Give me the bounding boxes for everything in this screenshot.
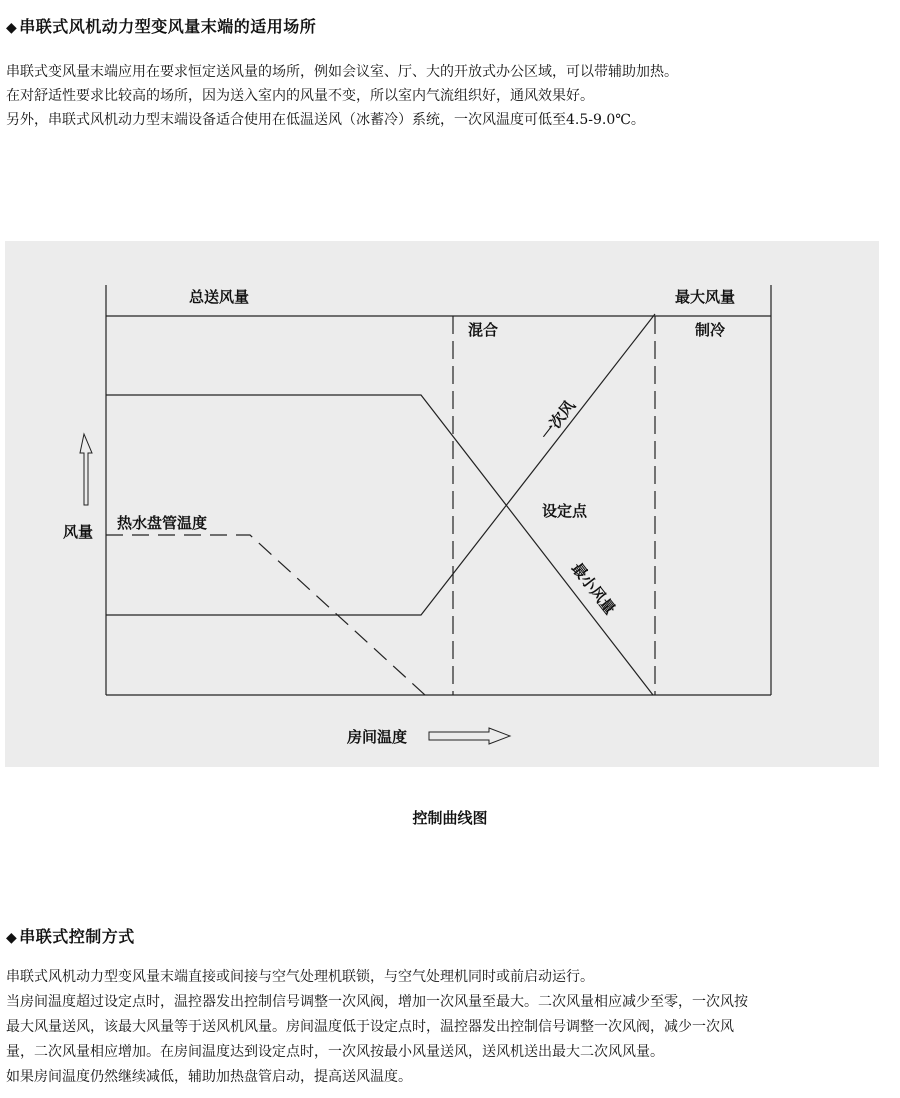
label-airflow-axis: 风量 bbox=[63, 523, 94, 541]
section-heading-control-method bbox=[6, 924, 135, 947]
diagram-caption: 控制曲线图 bbox=[412, 809, 488, 827]
control-method-paragraph bbox=[6, 965, 886, 1090]
paragraph-line: 量，二次风量相应增加。在房间温度达到设定点时，一次风按最小风量送风，送风机送出最大二次风风量。 bbox=[6, 1044, 664, 1060]
min-airflow-curve bbox=[106, 395, 653, 695]
control-curve-diagram bbox=[5, 241, 879, 767]
room-temp-right-arrow-icon bbox=[429, 728, 510, 744]
paragraph-line: 当房间温度超过设定点时，温控器发出控制信号调整一次风阀，增加一次风量至最大。二次风量相应减少至零，一次风按 bbox=[6, 994, 748, 1010]
label-min-airflow: 最小风量 bbox=[567, 559, 619, 618]
label-total-airflow: 总送风量 bbox=[189, 288, 250, 306]
label-mixing: 混合 bbox=[468, 321, 499, 339]
label-room-temp-axis: 房间温度 bbox=[347, 728, 408, 746]
paragraph-line: 串联式变风量末端应用在要求恒定送风量的场所，例如会议室、厅、大的开放式办公区域，可以带辅助加热。 bbox=[6, 64, 678, 80]
section-title: 串联式风机动力型变风量末端的适用场所 bbox=[19, 17, 317, 36]
section-title: 串联式控制方式 bbox=[19, 927, 135, 946]
paragraph-line: 如果房间温度仍然继续减低，辅助加热盘管启动，提高送风温度。 bbox=[6, 1069, 412, 1085]
airflow-up-arrow-icon bbox=[80, 434, 92, 505]
label-cooling: 制冷 bbox=[695, 321, 726, 339]
diamond-bullet-icon: ◆ bbox=[6, 930, 18, 946]
paragraph-line: 最大风量送风，该最大风量等于送风机风量。房间温度低于设定点时，温控器发出控制信号调整一次风阀，减少一次风 bbox=[6, 1019, 734, 1035]
paragraph-line: 另外，串联式风机动力型末端设备适合使用在低温送风（冰蓄冷）系统，一次风温度可低至4.5-9.0℃。 bbox=[6, 112, 645, 128]
paragraph-line: 串联式风机动力型变风量末端直接或间接与空气处理机联锁，与空气处理机同时或前启动运行。 bbox=[6, 969, 594, 985]
paragraph-line: 在对舒适性要求比较高的场所，因为送入室内的风量不变，所以室内气流组织好，通风效果好。 bbox=[6, 88, 594, 104]
applications-paragraph bbox=[6, 60, 886, 132]
label-set-point: 设定点 bbox=[542, 502, 588, 520]
label-primary-air: 一次风 bbox=[536, 396, 579, 444]
section-heading-applications bbox=[6, 14, 316, 37]
diamond-bullet-icon: ◆ bbox=[6, 20, 18, 36]
control-curve-svg bbox=[5, 241, 879, 767]
label-hot-water-coil-temp: 热水盘管温度 bbox=[117, 514, 208, 532]
label-max-airflow: 最大风量 bbox=[675, 288, 736, 306]
